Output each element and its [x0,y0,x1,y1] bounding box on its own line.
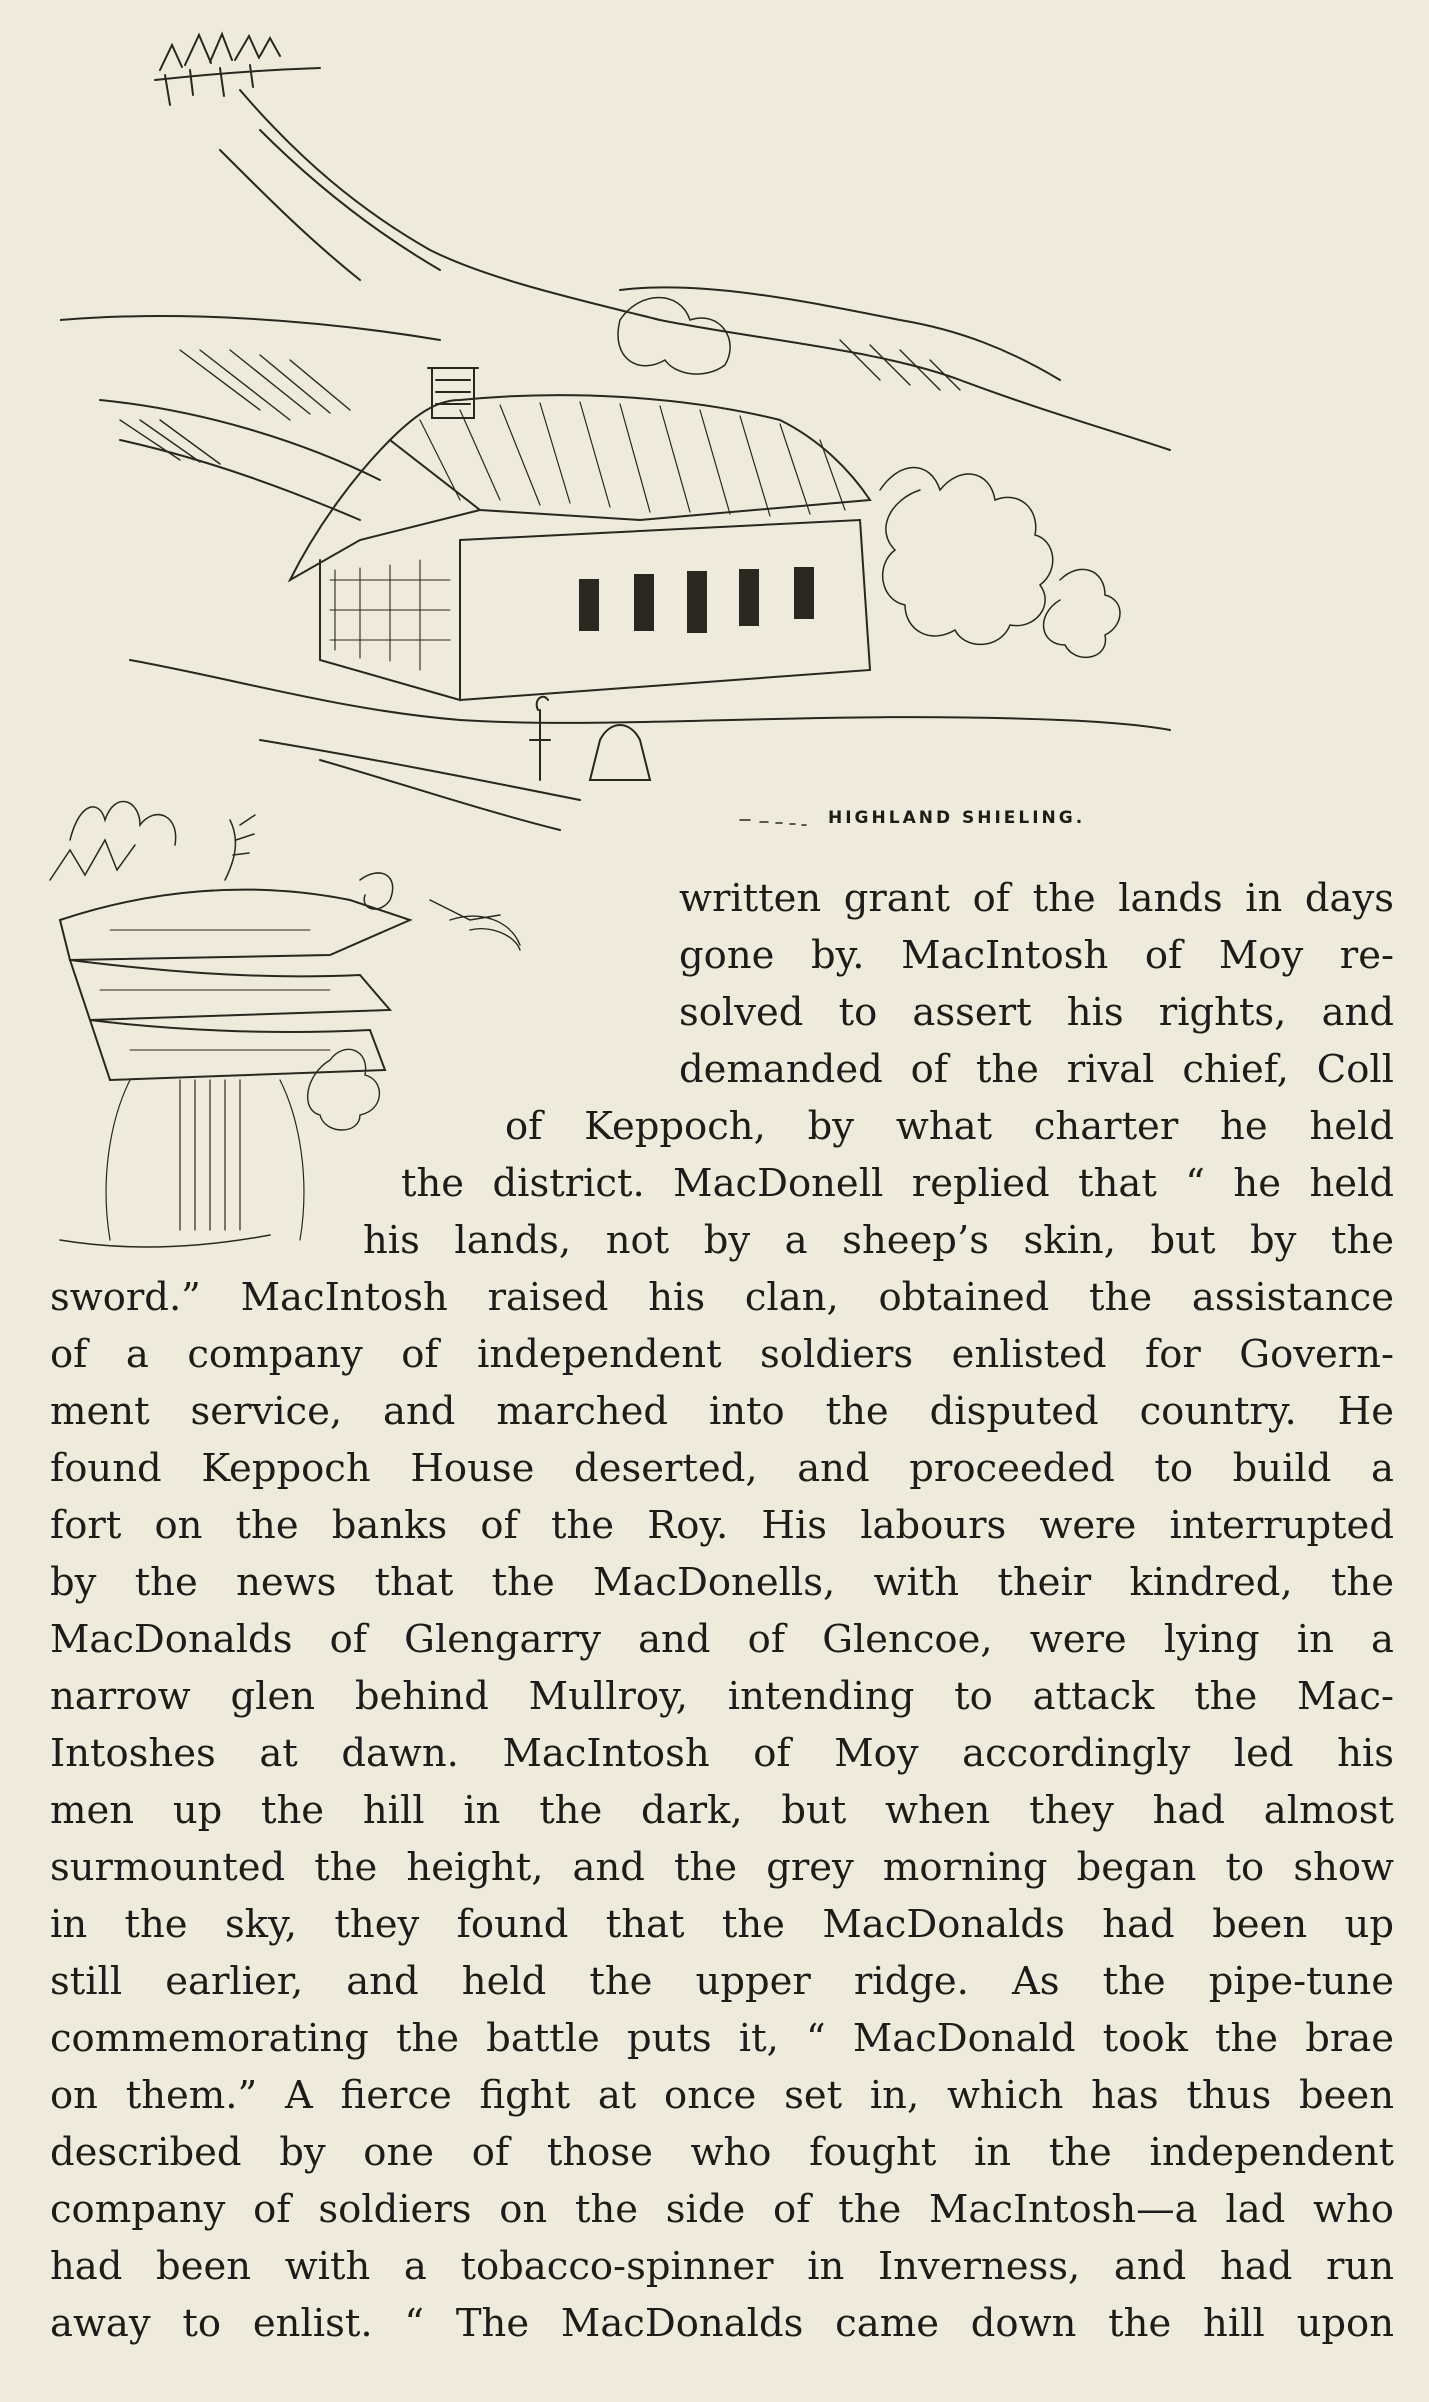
text-line: MacDonalds of Glengarry and of Glencoe, were lying in a [50,1617,1394,1662]
text-line: of Keppoch, by what charter he held [505,1104,1394,1149]
text-line: described by one of those who fought in the independent [50,2130,1394,2175]
foliage-right [308,916,520,1130]
text-line: surmounted the height, and the grey morning began to show [50,1845,1394,1890]
text-line: the district. MacDonell replied that “ he held [401,1161,1394,1206]
text-line: on them.” A fierce fight at once set in, which has thus been [50,2073,1394,2118]
ridge-trees [155,34,320,105]
text-line: sword.” MacIntosh raised his clan, obtained the assistance [50,1275,1394,1320]
highland-shieling-illustration [60,20,1210,840]
text-line: company of soldiers on the side of the MacIntosh—a lad who [50,2187,1394,2232]
text-line: ment service, and marched into the disputed country. He [50,1389,1394,1434]
text-line: Intoshes at dawn. MacIntosh of Moy accordingly led his [50,1731,1394,1776]
text-line: still earlier, and held the upper ridge. As the pipe-tune [50,1959,1394,2004]
mountain-hatching [120,340,960,464]
waterfall [106,1080,304,1240]
text-line: away to enlist. “ The MacDonalds came down the hill upon [50,2301,1394,2346]
text-line: narrow glen behind Mullroy, intending to attack the Mac- [50,1674,1394,1719]
text-line: fort on the banks of the Roy. His labours were interrupted [50,1503,1394,1548]
text-line: men up the hill in the dark, but when they had almost [50,1788,1394,1833]
text-line: written grant of the lands in days [679,876,1394,921]
text-line: of a company of independent soldiers enlisted for Govern- [50,1332,1394,1377]
cottage-windows [580,568,813,632]
text-line: in the sky, they found that the MacDonalds had been up [50,1902,1394,1947]
text-line: found Keppoch House deserted, and proceeded to build a [50,1446,1394,1491]
illustration-caption: HIGHLAND SHIELING. [828,808,1086,828]
text-line: by the news that the MacDonells, with their kindred, the [50,1560,1394,1605]
text-line: gone by. MacIntosh of Moy re- [679,933,1394,978]
thatched-roof [290,395,870,580]
text-line: commemorating the battle puts it, “ MacDonald took the brae [50,2016,1394,2061]
text-line: had been with a tobacco-spinner in Inverness, and had run [50,2244,1394,2289]
chimney [428,368,478,418]
text-line: his lands, not by a sheep’s skin, but by the [363,1218,1394,1263]
ferns [50,801,393,909]
text-line: demanded of the rival chief, Coll [679,1047,1394,1092]
figures [530,697,650,780]
text-line: solved to assert his rights, and [679,990,1394,1035]
